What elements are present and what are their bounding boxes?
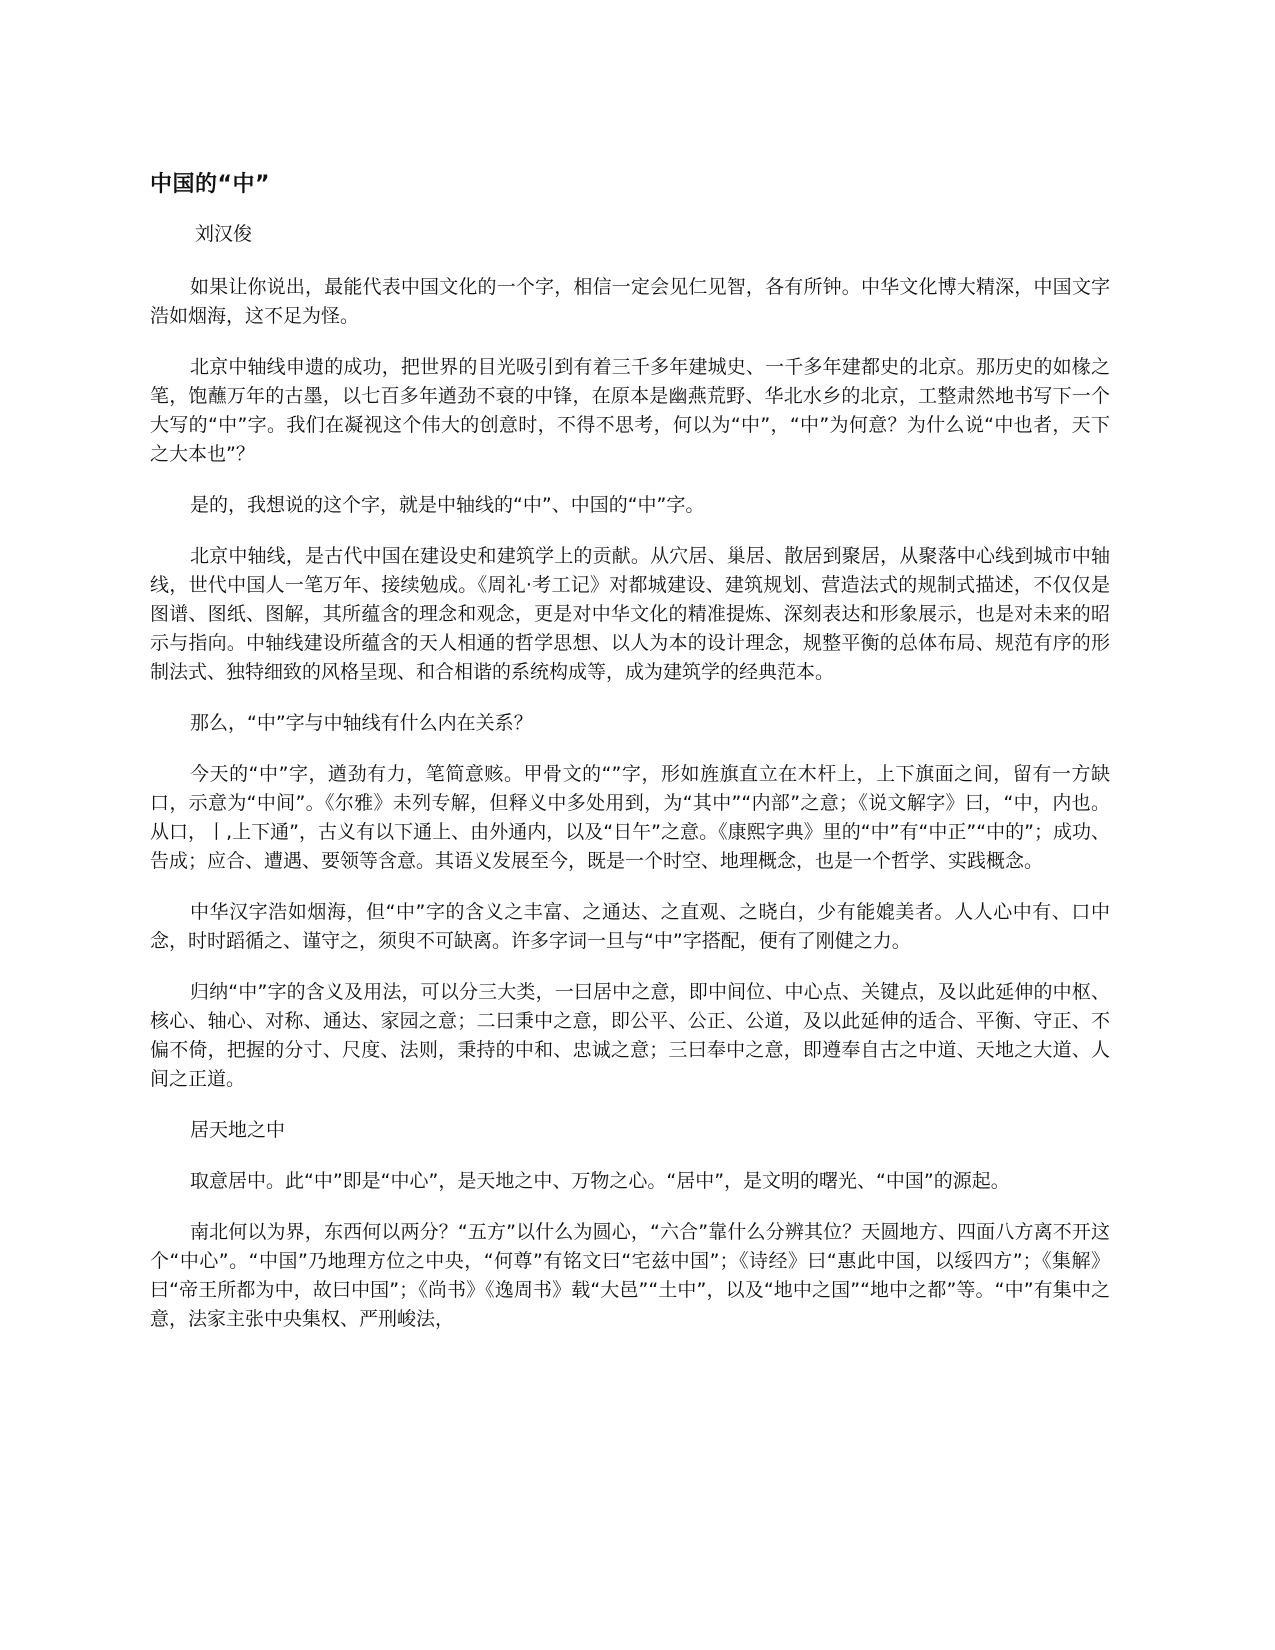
paragraph: 中华汉字浩如烟海，但“中”字的含义之丰富、之通达、之直观、之晓白，少有能媲美者。人人心中有、口中念，时时蹈循之、谨守之，须臾不可缺离。许多字词一旦与“中”字搭配，便有了刚健之力。 <box>150 901 1110 952</box>
paragraph: 那么，“中”字与中轴线有什么内在关系？ <box>190 712 533 734</box>
paragraph: 今天的“中”字，遒劲有力，笔简意赅。甲骨文的“”字，形如旌旗直立在木杆上，上下旗面之间，留有一方缺口，示意为“中间”。《尔雅》未列专解，但释义中多处用到，为“其中”“内部”之意；《说文解字》曰，“中，内也。从口，丨,上下通”，古义有以下通上、由外通内，以及“日午”之意。《康熙字典》里的“中”有“中正”“中的”；成功、告成；应合、遭遇、要领等含意。其语义发展至今，既是一个时空、地理概念，也是一个哲学、实践概念。 <box>150 763 1110 872</box>
paragraph: 如果让你说出，最能代表中国文化的一个字，相信一定会见仁见智，各有所钟。中华文化博大精深，中国文字浩如烟海，这不足为怪。 <box>150 276 1110 327</box>
paragraph: 取意居中。此“中”即是“中心”，是天地之中、万物之心。“居中”，是文明的曙光、“中国”的源起。 <box>190 1170 1010 1192</box>
section-heading: 居天地之中 <box>190 1119 286 1141</box>
paragraph: 归纳“中”字的含义及用法，可以分三大类，一曰居中之意，即中间位、中心点、关键点，及以此延伸的中枢、核心、轴心、对称、通达、家园之意；二曰秉中之意，即公平、公正、公道，及以此延伸的适合、平衡、守正、不偏不倚，把握的分寸、尺度、法则，秉持的中和、忠诚之意；三曰奉中之意，即遵奉自古之中道、天地之大道、人间之正道。 <box>150 981 1110 1090</box>
paragraph: 南北何以为界，东西何以两分？“五方”以什么为圆心，“六合”靠什么分辨其位？天圆地方、四面八方离不开这个“中心”。“中国”乃地理方位之中央，“何尊”有铭文曰“宅兹中国”；《诗经》曰“惠此中国，以绥四方”；《集解》曰“帝王所都为中，故曰中国”；《尚书》《逸周书》载“大邑”“土中”，以及“地中之国”“地中之都”等。“中”有集中之意，法家主张中央集权、严刑峻法， <box>150 1221 1110 1330</box>
article-author: 刘汉俊 <box>195 223 253 245</box>
paragraph: 北京中轴线申遗的成功，把世界的目光吸引到有着三千多年建城史、一千多年建都史的北京。那历史的如椽之笔，饱蘸万年的古墨，以七百多年遒劲不衰的中锋，在原本是幽燕荒野、华北水乡的北京，工整肃然地书写下一个大写的“中”字。我们在凝视这个伟大的创意时，不得不思考，何以为“中”，“中”为何意？为什么说“中也者，天下之大本也”？ <box>150 356 1110 465</box>
article-title: 中国的“中” <box>150 172 270 197</box>
article-body <box>150 170 1110 1356</box>
paragraph: 北京中轴线，是古代中国在建设史和建筑学上的贡献。从穴居、巢居、散居到聚居，从聚落中心线到城市中轴线，世代中国人一笔万年、接续勉成。《周礼·考工记》对都城建设、建筑规划、营造法式的规制式描述，不仅仅是图谱、图纸、图解，其所蕴含的理念和观念，更是对中华文化的精准提炼、深刻表达和形象展示，也是对未来的昭示与指向。中轴线建设所蕴含的天人相通的哲学思想、以人为本的设计理念，规整平衡的总体布局、规范有序的形制法式、独特细致的风格呈现、和合相谐的系统构成等，成为建筑学的经典范本。 <box>150 545 1110 683</box>
paragraph: 是的，我想说的这个字，就是中轴线的“中”、中国的“中”字。 <box>190 494 705 516</box>
